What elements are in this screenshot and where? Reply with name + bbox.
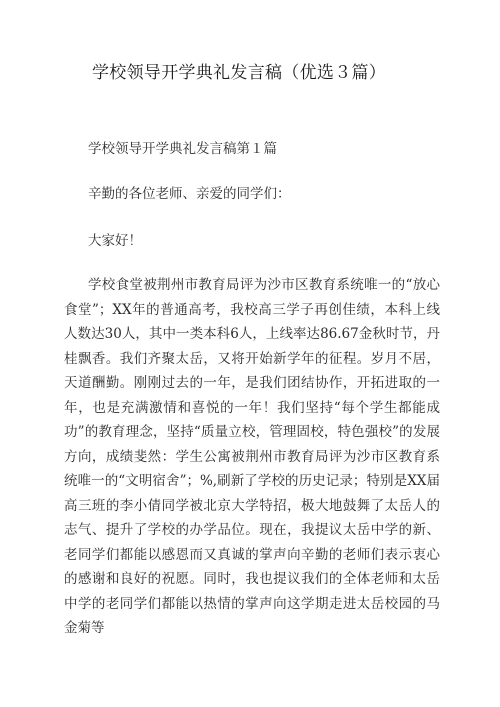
greeting-line: 辛勤的各位老师、亲爱的同学们： <box>88 186 291 202</box>
body-paragraph: 学校食堂被荆州市教育局评为沙市区教育系统唯一的“放心食堂”；XX年的普通高考，我校高三学子再创佳绩，本科上线人数达30人，其中一类本科6人，上线率达86.67金秋时节，丹桂飘香。我们齐聚太岳，又将开始新学年的征程。岁月不居，天道酬勤。刚刚过去的一年，是我们团结协作，开拓进取的一年，也是充满激情和喜悦的一年！我们坚持“每个学生都能成功”的教育理念，坚持“质量立校，管理固校，特色强校”的发展方向，成绩斐然：学生公寓被荆州市教育局评为沙市区教育系统唯一的“文明宿舍”；%,刷新了学校的历史记录；特别是XX届高三班的李小倩同学被北京大学特招，极大地鼓舞了太岳人的志气、提升了学校的办学品位。现在，我提议太岳中学的新、老同学们都能以感恩而又真诚的掌声向辛勤的老师们表示衷心的感谢和良好的祝愿。同时，我也提议我们的全体老师和太岳中学的老同学们都能以热情的掌声向这学期走进太岳校园的马金菊等 <box>64 277 440 636</box>
section-heading: 学校领导开学典礼发言稿第１篇 <box>88 141 277 157</box>
salutation-line: 大家好！ <box>88 233 142 249</box>
document-title: 学校领导开学典礼发言稿（优选３篇） <box>92 63 387 83</box>
